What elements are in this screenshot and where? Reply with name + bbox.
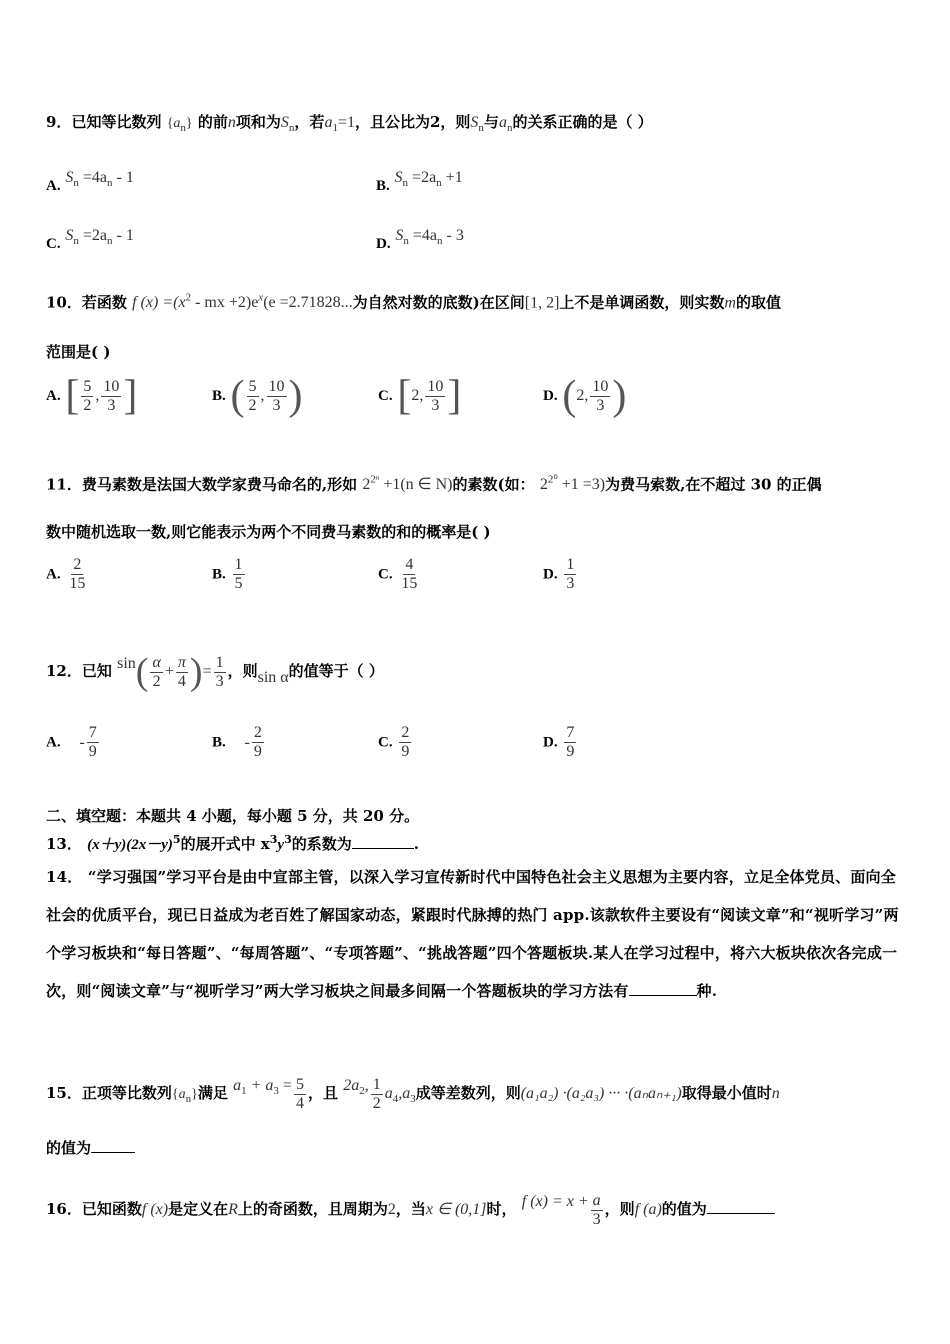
q9-stem: 9．已知等比数列 $\{a_n\}$ 的前n项和为$S_n$，若$a_1=1$，且公比为2，则$S_n$与$a_n$的关系正确的是（ ） (46, 113, 653, 134)
q11-option-b[interactable]: B. $\frac{1}{5}$ (212, 556, 243, 592)
q10-function: f $(x) =(x^2$ - mx $+2)e^x(e =2.71828$... (132, 292, 353, 312)
q10-option-c[interactable]: C. [2, $\frac{10}{3}$ ] (378, 373, 462, 419)
q12-stem: 12．已知 sin( $\frac{\alpha}{2}$ + $\frac{\pi}{4}$ )= $\frac{1}{3}$ ，则sin α的值等于（ ） (46, 651, 384, 693)
q15-stem-cont: 的值为 (46, 1138, 906, 1158)
q15-answer-blank[interactable] (91, 1138, 135, 1153)
q10-option-b[interactable]: B. ( $\frac{5}{2}$ , $\frac{10}{3}$ ) (212, 373, 303, 419)
q12-option-d[interactable]: D. $\frac{7}{9}$ (543, 724, 575, 760)
q10-stem-cont: 范围是( ) (46, 343, 111, 361)
q14-stem: 14． “学习强国”学习平台是由中宣部主管，以深入学习宣传新时代中国特色社会主义思想为主要内容，立足全体党员、面向全社会的优质平台，现已日益成为老百姓了解国家动态，紧跟时代脉搏的热门 app.该款软件主要设有“阅读文章”和“视听学习”两个学习板块和“每日答题”、“每周答题”、“专项答题”、“挑战答题”四个答题板块.某人在学习过程中，将六大板块依次各完成一次，则“阅读文章”与“视听学习”两大学习板块之间最多间隔一个答题板块的学习方法有 种. (46, 868, 899, 1000)
q11-option-a[interactable]: A. $\frac{2}{15}$ (46, 556, 86, 592)
q14-answer-blank[interactable] (629, 981, 697, 996)
section-heading: 二、填空题：本题共 4 小题，每小题 5 分，共 20 分。 (46, 807, 420, 825)
q9-option-a[interactable]: A. $S_n =4a_n - 1$ (46, 169, 134, 194)
q11-example: $2^{2^0} +1 =3$) (539, 474, 606, 494)
q9-option-c[interactable]: C. $S_n =2a_n - 1$ (46, 227, 134, 252)
q11-stem: 11．费马素数是法国大数学家费马命名的,形如 $2^{2^n} +1(n$ ∈ N)的素数(如： $2^{2^0} +1 =3$)为费马索数,在不超过 30 的正偶 (46, 474, 822, 494)
q12-option-b[interactable]: B. - $\frac{2}{9}$ (212, 724, 262, 760)
q10-option-a[interactable]: A. [ $\frac{5}{2}$ , $\frac{10}{3}$ ] (46, 373, 138, 419)
q15-stem: 15．正项等比数列$\{a_n\}$满足 $a_1 + a_3$ = $\frac{5}{4}$ ，且 $2a_2$, $\frac{1}{2}$ $a_4,a_3$成等差数列，则(a₁a₂) ·(a₂a₃) ··· ·(aₙaₙ₊₁)取得最小值时n (46, 1075, 780, 1112)
q11-stem-cont: 数中随机选取一数,则它能表示为两个不同费马素数的和的概率是( ) (46, 523, 491, 541)
q10-stem: 10．若函数 f $(x) =(x^2$ - mx $+2)e^x(e =2.71828$...为自然对数的底数)在区间[1, 2]上不是单调函数，则实数m的取值 (46, 292, 781, 312)
q12-option-a[interactable]: A. - $\frac{7}{9}$ (46, 724, 97, 760)
q16-stem: 16．已知函数f (x)是定义在R上的奇函数，且周期为2，当x ∈ (0,1]时， f (x) = x + $\frac{a}{3}$ ，则f (a)的值为 (46, 1180, 906, 1232)
q11-option-d[interactable]: D. $\frac{1}{3}$ (543, 556, 575, 592)
q12-option-c[interactable]: C. $\frac{2}{9}$ (378, 724, 410, 760)
q9-option-d[interactable]: D. $S_n =4a_n - 3$ (376, 227, 464, 252)
q9-option-b[interactable]: B. $S_n =2a_n +1$ (376, 169, 463, 194)
q9-seq-brace: $\{a_n\}$ (166, 116, 193, 134)
q11-form: $2^{2^n} +1(n$ ∈ N) (362, 474, 453, 494)
q11-option-c[interactable]: C. $\frac{4}{15}$ (378, 556, 418, 592)
q16-answer-blank[interactable] (707, 1199, 775, 1214)
q13-stem: 13． $(x+y)(2x-y)^5$的展开式中 $x^3y^3$的系数为 . (46, 833, 419, 853)
q13-answer-blank[interactable] (352, 834, 414, 849)
q10-option-d[interactable]: D. (2, $\frac{10}{3}$ ) (543, 373, 627, 419)
